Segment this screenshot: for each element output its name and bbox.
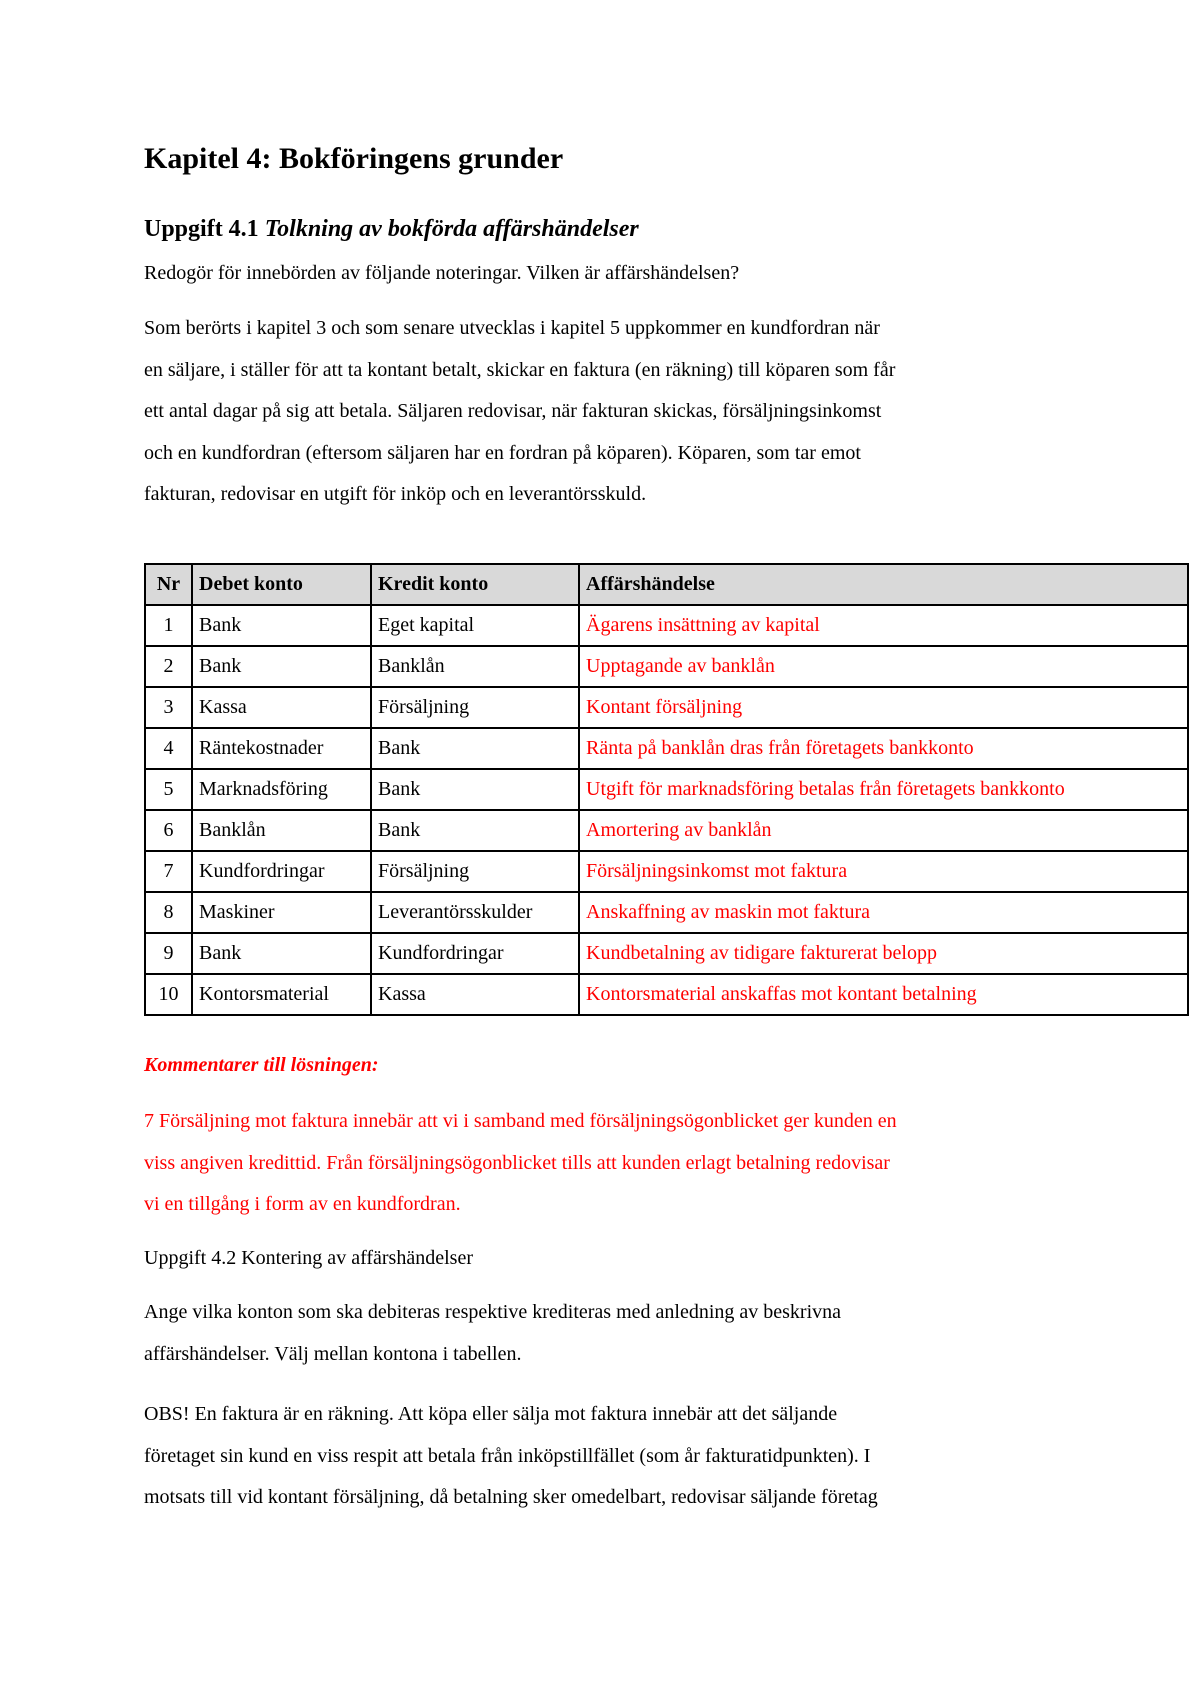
cell-debet: Banklån	[192, 810, 371, 851]
cell-event: Kontorsmaterial anskaffas mot kontant betalning	[579, 974, 1188, 1015]
cell-event: Kundbetalning av tidigare fakturerat belopp	[579, 933, 1188, 974]
intro-paragraph	[144, 308, 895, 516]
task2-note	[144, 1394, 878, 1519]
comment-line: vi en tillgång i form av en kundfordran.	[144, 1193, 461, 1215]
cell-nr: 4	[145, 728, 192, 769]
note-line: företaget sin kund en viss respit att betala från inköpstillfället (som år fakturatidpunkten). I	[144, 1444, 871, 1467]
cell-nr: 1	[145, 605, 192, 646]
cell-kredit: Försäljning	[371, 851, 579, 892]
table-row	[145, 974, 1188, 1015]
cell-kredit: Bank	[371, 810, 579, 851]
intro-line: ett antal dagar på sig att betala. Säljaren redovisar, när fakturan skickas, försäljningsinkomst	[144, 400, 882, 422]
task-heading-4-1	[144, 216, 639, 243]
cell-event: Ägarens insättning av kapital	[579, 605, 1188, 646]
cell-kredit: Kassa	[371, 974, 579, 1015]
cell-nr: 6	[145, 810, 192, 851]
cell-kredit: Bank	[371, 769, 579, 810]
ledger-table	[144, 563, 1189, 1016]
column-header-debet: Debet konto	[192, 564, 371, 605]
comment-line: viss angiven kredittid. Från försäljningsögonblicket tills att kunden erlagt betalning redovisar	[144, 1151, 890, 1174]
cell-nr: 3	[145, 687, 192, 728]
cell-kredit: Kundfordringar	[371, 933, 579, 974]
cell-event: Utgift för marknadsföring betalas från företagets bankkonto	[579, 769, 1188, 810]
chapter-title: Kapitel 4: Bokföringens grunder	[144, 142, 564, 175]
cell-nr: 7	[145, 851, 192, 892]
instruction-line: Ange vilka konton som ska debiteras respektive krediteras med anledning av beskrivna	[144, 1301, 842, 1323]
table-row	[145, 892, 1188, 933]
task-title: Tolkning av bokförda affärshändelser	[264, 216, 639, 242]
table-row	[145, 646, 1188, 687]
cell-nr: 9	[145, 933, 192, 974]
comment-line: 7 Försäljning mot faktura innebär att vi i samband med försäljningsögonblicket ger kunden en	[144, 1110, 897, 1132]
cell-debet: Bank	[192, 646, 371, 687]
cell-event: Upptagande av banklån	[579, 646, 1188, 687]
cell-debet: Räntekostnader	[192, 728, 371, 769]
table-row	[145, 728, 1188, 769]
column-header-event: Affärshändelse	[579, 564, 1188, 605]
table-row	[145, 605, 1188, 646]
cell-event: Försäljningsinkomst mot faktura	[579, 851, 1188, 892]
comments-heading: Kommentarer till lösningen:	[144, 1054, 379, 1076]
cell-debet: Kontorsmaterial	[192, 974, 371, 1015]
cell-kredit: Eget kapital	[371, 605, 579, 646]
table-row	[145, 687, 1188, 728]
cell-nr: 5	[145, 769, 192, 810]
cell-kredit: Banklån	[371, 646, 579, 687]
cell-debet: Kundfordringar	[192, 851, 371, 892]
cell-kredit: Leverantörsskulder	[371, 892, 579, 933]
task2-instruction	[144, 1292, 841, 1375]
intro-line: och en kundfordran (eftersom säljaren har en fordran på köparen). Köparen, som tar emot	[144, 441, 861, 464]
intro-line: en säljare, i ställer för att ta kontant betalt, skickar en faktura (en räkning) till köparen som får	[144, 358, 896, 381]
intro-line: fakturan, redovisar en utgift för inköp och en leverantörsskuld.	[144, 483, 647, 505]
cell-debet: Bank	[192, 933, 371, 974]
column-header-kredit: Kredit konto	[371, 564, 579, 605]
table-row	[145, 810, 1188, 851]
note-line: OBS! En faktura är en räkning. Att köpa eller sälja mot faktura innebär att det säljande	[144, 1403, 838, 1425]
cell-kredit: Bank	[371, 728, 579, 769]
cell-event: Amortering av banklån	[579, 810, 1188, 851]
column-header-nr: Nr	[145, 564, 192, 605]
cell-event: Kontant försäljning	[579, 687, 1188, 728]
table-header-row	[145, 564, 1188, 605]
cell-event: Anskaffning av maskin mot faktura	[579, 892, 1188, 933]
table-row	[145, 851, 1188, 892]
cell-event: Ränta på banklån dras från företagets bankkonto	[579, 728, 1188, 769]
task-number: Uppgift 4.1	[144, 216, 259, 242]
task-heading-4-2: Uppgift 4.2 Kontering av affärshändelser	[144, 1247, 473, 1269]
cell-nr: 10	[145, 974, 192, 1015]
cell-nr: 2	[145, 646, 192, 687]
table-row	[145, 769, 1188, 810]
intro-line: Som berörts i kapitel 3 och som senare utvecklas i kapitel 5 uppkommer en kundfordran när	[144, 317, 880, 339]
cell-debet: Marknadsföring	[192, 769, 371, 810]
instruction-line: affärshändelser. Välj mellan kontona i tabellen.	[144, 1342, 522, 1365]
table-row	[145, 933, 1188, 974]
cell-debet: Bank	[192, 605, 371, 646]
cell-nr: 8	[145, 892, 192, 933]
cell-debet: Kassa	[192, 687, 371, 728]
cell-debet: Maskiner	[192, 892, 371, 933]
comments-paragraph	[144, 1101, 897, 1226]
cell-kredit: Försäljning	[371, 687, 579, 728]
note-line: motsats till vid kontant försäljning, då betalning sker omedelbart, redovisar säljande företag	[144, 1486, 878, 1508]
task-question: Redogör för innebörden av följande noteringar. Vilken är affärshändelsen?	[144, 262, 740, 284]
